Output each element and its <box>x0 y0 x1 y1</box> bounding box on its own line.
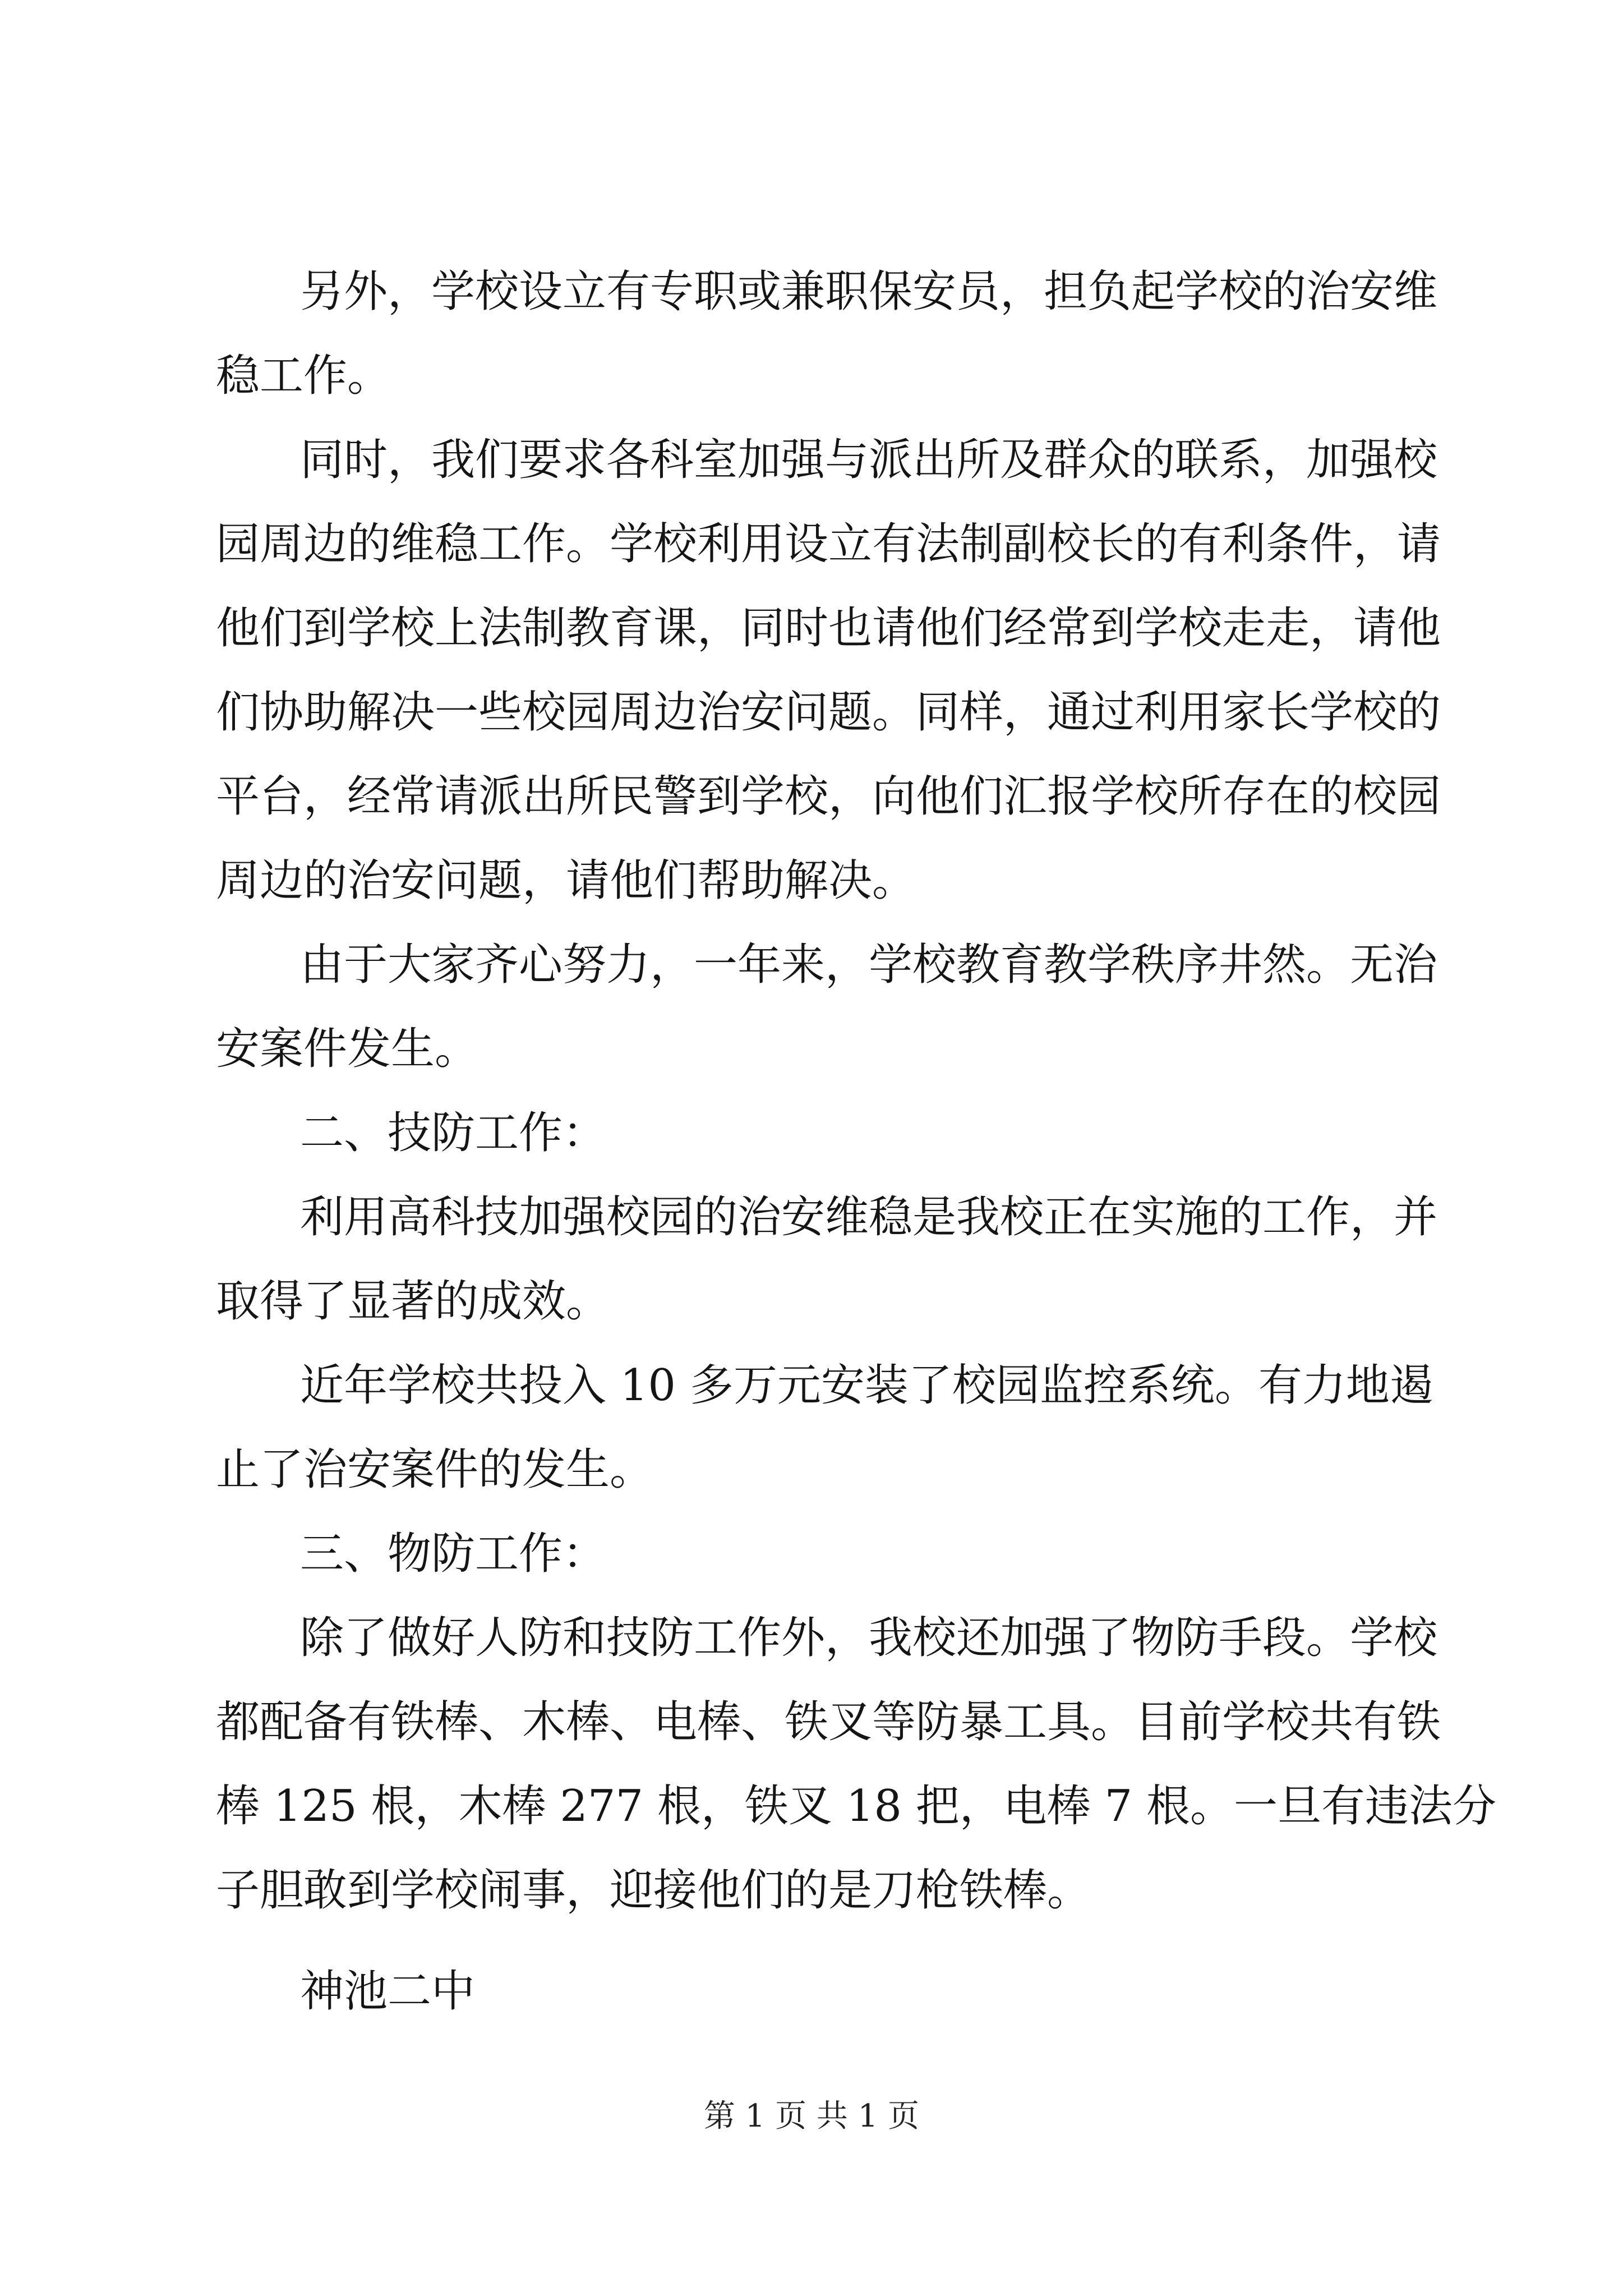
paragraph-line: 都配备有铁棒、木棒、电棒、铁叉等防暴工具。目前学校共有铁 <box>216 1697 1441 1747</box>
paragraph-line: 子胆敢到学校闹事，迎接他们的是刀枪铁棒。 <box>216 1865 1091 1916</box>
paragraph-line: 同时，我们要求各科室加强与派出所及群众的联系，加强校 <box>300 435 1438 485</box>
paragraph-line: 止了治安案件的发生。 <box>216 1444 654 1495</box>
paragraph-line: 稳工作。 <box>216 351 391 401</box>
paragraph-line: 取得了显著的成效。 <box>216 1276 610 1327</box>
paragraph-line: 平台，经常请派出所民警到学校，向他们汇报学校所存在的校园 <box>216 771 1441 822</box>
paragraph-line: 棒 125 根，木棒 277 根，铁叉 18 把，电棒 7 根。一旦有违法分 <box>216 1781 1496 1832</box>
paragraph-line: 利用高科技加强校园的治安维稳是我校正在实施的工作，并 <box>300 1192 1438 1243</box>
paragraph-line: 园周边的维稳工作。学校利用设立有法制副校长的有利条件，请 <box>216 519 1441 569</box>
paragraph-line: 近年学校共投入 10 多万元安装了校园监控系统。有力地遏 <box>300 1360 1433 1411</box>
paragraph-line: 他们到学校上法制教育课，同时也请他们经常到学校走走，请他 <box>216 603 1441 654</box>
paragraph-line: 们协助解决一些校园周边治安问题。同样，通过利用家长学校的 <box>216 687 1441 738</box>
paragraph-line: 除了做好人防和技防工作外，我校还加强了物防手段。学校 <box>300 1613 1438 1663</box>
signature-line: 神池二中 <box>300 1966 476 2017</box>
section-heading: 二、技防工作： <box>300 1108 607 1158</box>
page-footer: 第 1 页 共 1 页 <box>703 2098 920 2134</box>
paragraph-line: 由于大家齐心努力，一年来，学校教育教学秩序井然。无治 <box>300 940 1438 990</box>
paragraph-line: 安案件发生。 <box>216 1024 479 1074</box>
section-heading: 三、物防工作： <box>300 1529 607 1579</box>
paragraph-line: 周边的治安问题，请他们帮助解决。 <box>216 855 916 906</box>
paragraph-line: 另外，学校设立有专职或兼职保安员，担负起学校的治安维 <box>300 266 1438 317</box>
